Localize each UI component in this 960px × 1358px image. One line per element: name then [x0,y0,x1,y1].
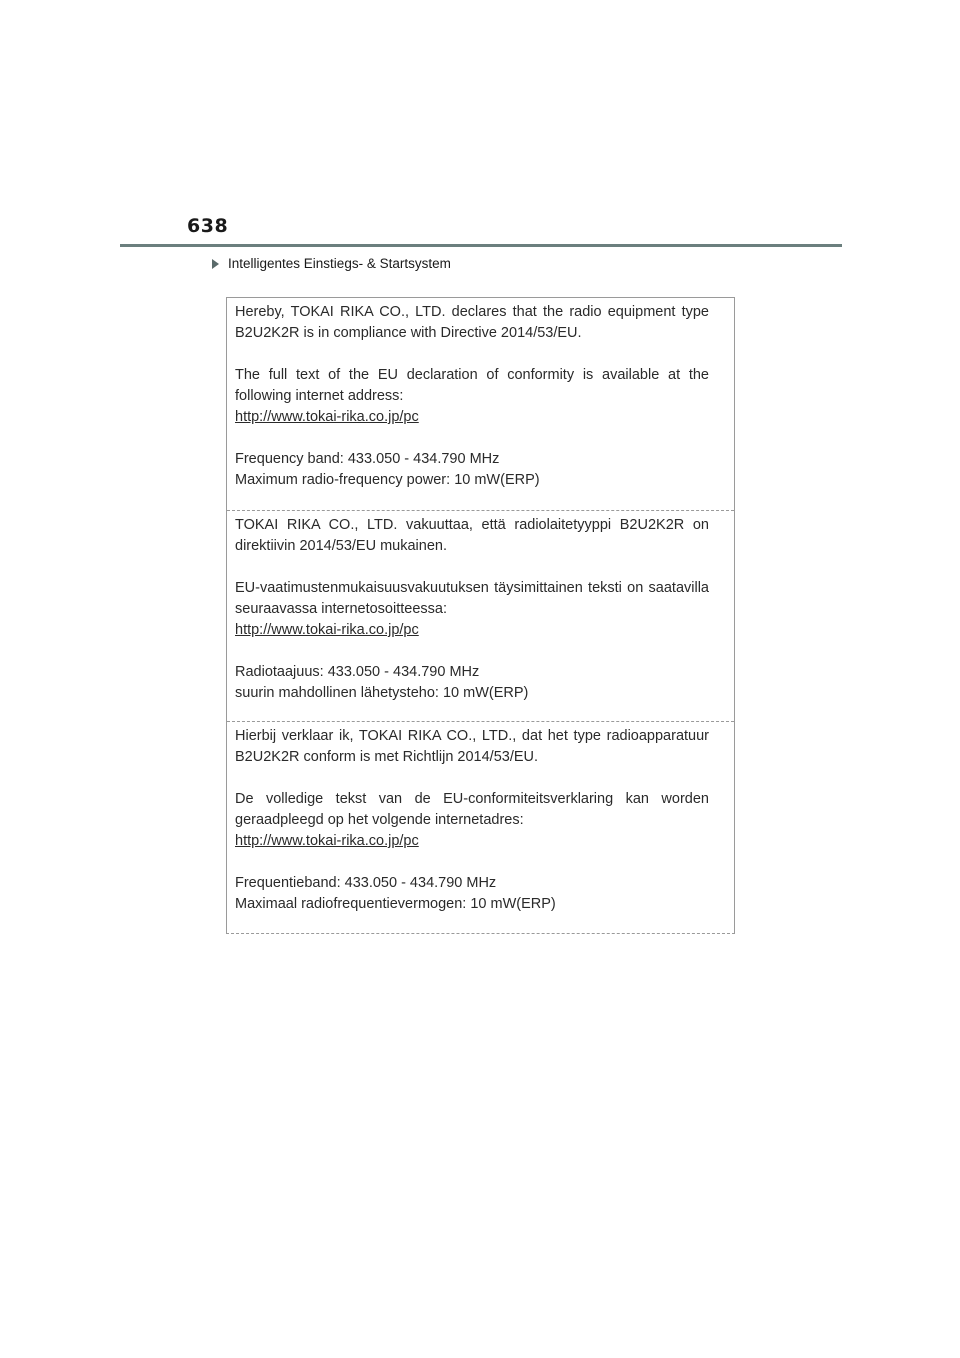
triangle-right-icon [212,259,219,269]
availability-text: EU-vaatimustenmukaisuusvakuutuksen täysimittainen teksti on saatavilla seuraavassa internetosoitteessa: [235,580,709,617]
max-power-text: Maximaal radiofrequentievermogen: 10 mW(ERP) [235,896,556,912]
max-power-text: suurin mahdollinen lähetysteho: 10 mW(ERP) [235,685,529,701]
statement-text: Hereby, TOKAI RIKA CO., LTD. declares that the radio equipment type B2U2K2R is in compliance with Directive 2014/53/EU. [235,304,709,341]
declaration-link[interactable]: http://www.tokai-rika.co.jp/pc [235,622,419,638]
page-number: 638 [187,215,229,237]
declaration-dutch [227,721,734,934]
section-title-text: Intelligentes Einstiegs- & Startsystem [228,256,451,271]
frequency-band-text: Frequency band: 433.050 - 434.790 MHz [235,451,500,467]
declaration-link[interactable]: http://www.tokai-rika.co.jp/pc [235,833,419,849]
header-rule [120,244,842,247]
availability-text: De volledige tekst van de EU-conformiteitsverklaring kan worden geraadpleegd op het volgende internetadres: [235,791,709,828]
availability-text: The full text of the EU declaration of conformity is available at the following internet address: [235,367,709,404]
statement-text: TOKAI RIKA CO., LTD. vakuuttaa, että radiolaitetyyppi B2U2K2R on direktiivin 2014/53/EU mukainen. [235,517,709,554]
declaration-box [226,297,735,934]
declaration-link[interactable]: http://www.tokai-rika.co.jp/pc [235,409,419,425]
frequency-band-text: Radiotaajuus: 433.050 - 434.790 MHz [235,664,480,680]
max-power-text: Maximum radio-frequency power: 10 mW(ERP) [235,472,540,488]
frequency-band-text: Frequentieband: 433.050 - 434.790 MHz [235,875,497,891]
statement-text: Hierbij verklaar ik, TOKAI RIKA CO., LTD., dat het type radioapparatuur B2U2K2R conform is met Richtlijn 2014/53/EU. [235,728,709,765]
declaration-finnish [227,510,734,721]
declaration-english [227,298,734,510]
section-title [212,256,451,271]
